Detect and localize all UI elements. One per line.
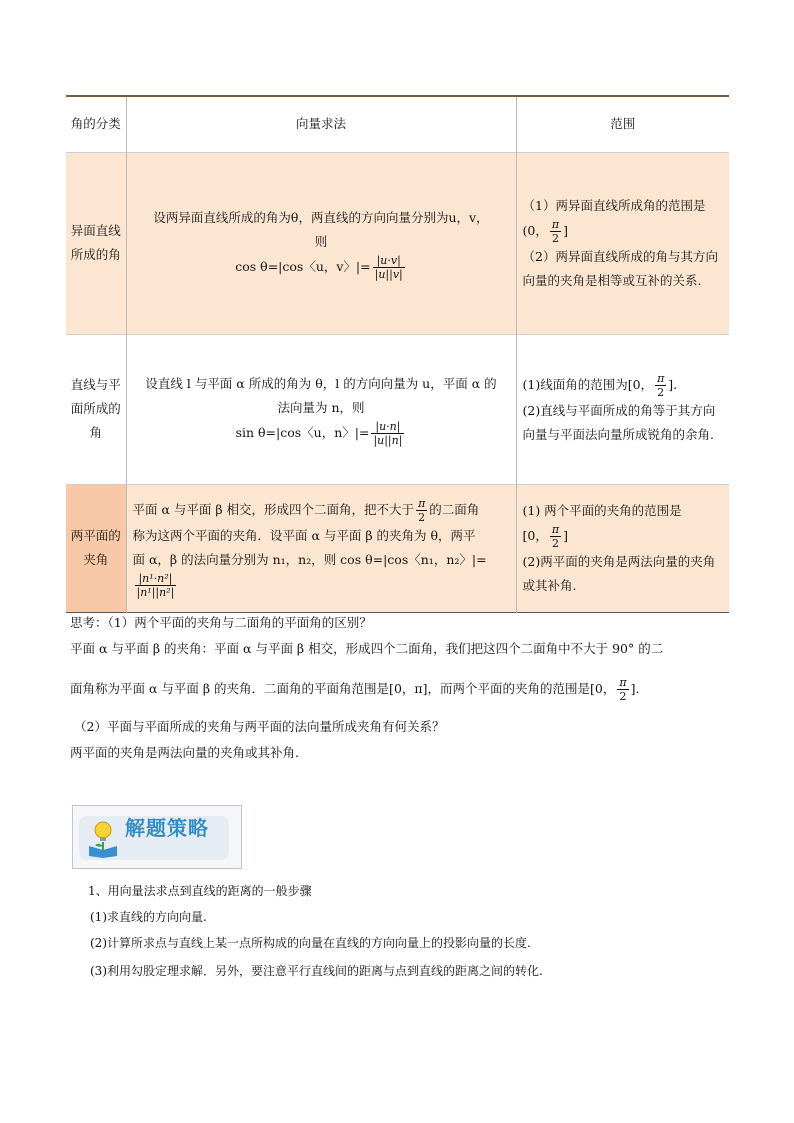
- range-interval: (1)线面角的范围为[0， $\frac{\pi}{2}$ ].: [522, 371, 678, 399]
- method-line: 则: [314, 233, 328, 249]
- header-category: 角的分类: [66, 96, 126, 152]
- strategy-title: 1、用向量法求点到直线的距离的一般步骤: [88, 884, 312, 898]
- strategy-banner: [72, 805, 242, 869]
- table-header-row: [66, 96, 729, 152]
- think-answer-2: 两平面的夹角是两法向量的夹角或其补角.: [70, 745, 299, 760]
- table-row: [66, 334, 729, 484]
- think-question-2: （2）平面与平面所成的夹角与两平面的法向量所成夹角有何关系？: [74, 719, 445, 734]
- table-row: [66, 152, 729, 334]
- think-question-1: 思考：（1）两个平面的夹角与二面角的平面角的区别？: [70, 615, 372, 630]
- lightbulb-book-icon: [85, 818, 121, 858]
- row-category: 两平面的夹角: [66, 484, 126, 612]
- header-range: 范围: [516, 96, 729, 152]
- formula-fraction: $\frac{|u\cdot v|}{|u||v|}$: [374, 253, 403, 281]
- row-range: （1）两异面直线所成角的范围是 (0， $\frac{\pi}{2}$ ] （2）两异面直线所成的角与其方向向量的夹角是相等或互补的关系.: [516, 152, 729, 334]
- method-formula: sin θ=|cos〈u，n〉|= $\frac{|u\cdot n|}{|u||n|}$: [235, 419, 403, 447]
- angle-method-table: [66, 95, 729, 613]
- row-range: (1)线面角的范围为[0， $\frac{\pi}{2}$ ]. (2)直线与平面所成的角等于其方向向量与平面法向量所成锐角的余角.: [516, 334, 729, 484]
- strategy-step: (1)求直线的方向向量.: [90, 910, 207, 924]
- formula-fraction: $\frac{|u\cdot n|}{|u||n|}$: [373, 419, 403, 447]
- range-interval: [0， $\frac{\pi}{2}$ ]: [522, 522, 568, 550]
- row-method: 设直线 l 与平面 α 所成的角为 θ，l 的方向向量为 u，平面 α 的 法向量为 n，则 sin θ=|cos〈u，n〉|= $\frac{|u\cdot n|}{|u||n|}$: [126, 334, 516, 484]
- row-category: 异面直线所成的角: [66, 152, 126, 334]
- range-interval: (0， $\frac{\pi}{2}$ ]: [522, 217, 568, 245]
- method-formula: 面 α，β 的法向量分别为 n₁，n₂，则 cos θ=|cos〈n₁，n₂〉|= $\frac{\text{|n¹·n²|}}{\text{|n¹||n²|}}$: [132, 552, 487, 599]
- formula-fraction: $\frac{\text{|n¹·n²|}}{\text{|n¹||n²|}}$: [136, 572, 175, 599]
- method-line: 设两异面直线所成的角为θ，两直线的方向向量分别为u，v，: [153, 209, 489, 225]
- strategy-step: (2)计算所求点与直线上某一点所构成的向量在直线的方向向量上的投影向量的长度.: [90, 936, 531, 950]
- row-category: 直线与平面所成的角: [70, 377, 121, 440]
- think-answer-1-line2: 面角称为平面 α 与平面 β 的夹角．二面角的平面角范围是[0，π]，而两个平面的夹角的范围是[0， $\frac{\pi}{2}$ ].: [70, 676, 640, 703]
- row-method: 平面 α 与平面 β 相交，形成四个二面角，把不大于 $\frac{\pi}{2}$ 的二面角 称为这两个平面的夹角．设平面 α 与平面 β 的夹角为 θ，两平 面 α，β 的法向量分别为 n₁，n₂，则 cos θ=|cos〈n₁，n₂〉|= $\frac{\text{|n¹·n²|}}{\text{|n¹||n²|}}$: [126, 484, 516, 612]
- think-answer-1-line1: 平面 α 与平面 β 的夹角：平面 α 与平面 β 相交，形成四个二面角，我们把这四个二面角中不大于 90° 的二: [70, 641, 664, 656]
- table-row: [66, 484, 729, 612]
- row-range: (1) 两个平面的夹角的范围是 [0， $\frac{\pi}{2}$ ] (2)两平面的夹角是两法向量的夹角或其补角.: [516, 484, 729, 612]
- banner-label: 解题策略: [125, 816, 209, 840]
- header-method: 向量求法: [126, 96, 516, 152]
- row-method: [126, 152, 516, 334]
- strategy-step: (3)利用勾股定理求解．另外，要注意平行直线间的距离与点到直线的距离之间的转化.: [90, 964, 543, 978]
- method-formula: cos θ=|cos〈u，v〉|= $\frac{|u\cdot v|}{|u||v|}$: [235, 253, 403, 281]
